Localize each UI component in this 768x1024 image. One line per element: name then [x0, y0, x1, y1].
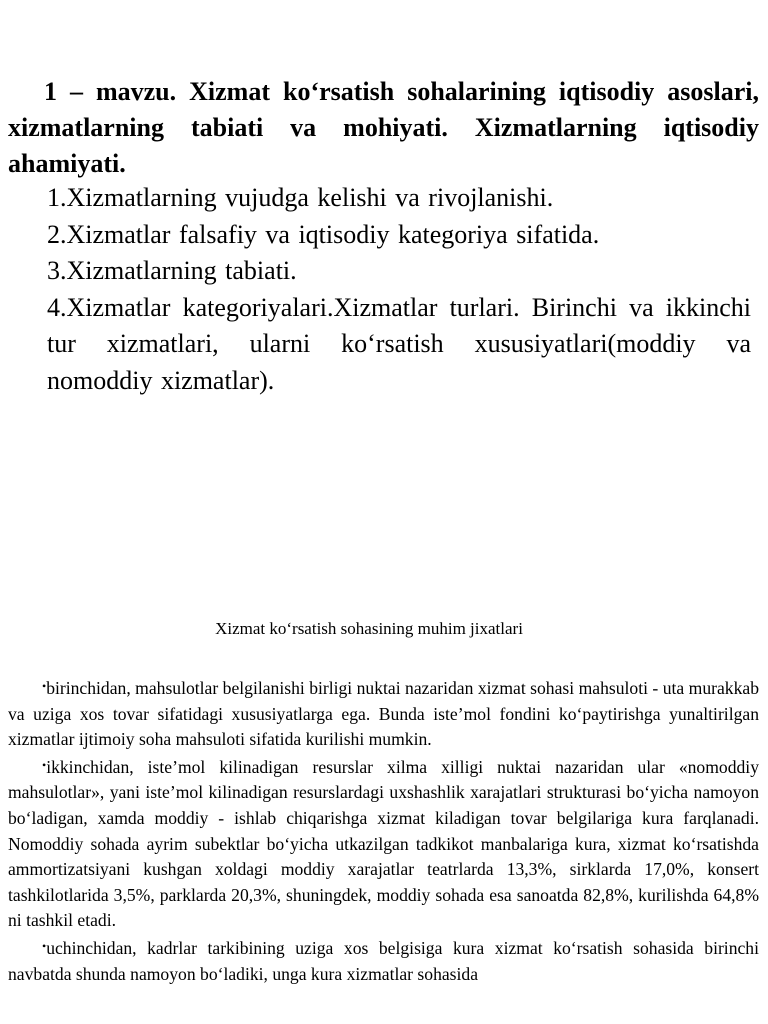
bullet-icon: • — [42, 679, 47, 693]
topic-item: 2.Xizmatlar falsafiy va iqtisodiy kategoriya sifatida. — [47, 219, 600, 249]
paragraph-text: ikkinchidan, iste’mol kilinadigan resurslar xilma xilligi nuktai nazaridan ular «nomoddiy mahsulotlar», yani iste’mol kilinadigan resurslardagi uxshashlik xarajatlari strukturasi bo‘yicha namoyon bo‘ladigan, xamda moddiy - ishlab chiqarishga xizmat kiladigan tovar belgilariga kura farqlanadi. Nomoddiy sohada ayrim subektlar bo‘yicha utkazilgan tadkikot manbalariga kura, xizmat ko‘rsatishda ammortizatsiyani kushgan xoldagi moddiy xarajatlar teatrlarda 13,3%, sirklarda 17,0%, konsert tashkilotlarida 3,5%, parklarda 20,3%, shuningdek, moddiy sohada esa sanoatda 82,8%, kurilishda 64,8% ni tashkil etadi. — [8, 756, 759, 931]
paragraph — [8, 674, 759, 753]
paragraph — [8, 753, 759, 934]
document-title: 1 – mavzu. Xizmat ko‘rsatish sohalarining iqtisodiy asoslari, xizmatlarning tabiati va mohiyati. Xizmatlarning iqtisodiy ahamiyati. — [8, 77, 759, 178]
bullet-icon: • — [42, 757, 47, 772]
topic-item: 1.Xizmatlarning vujudga kelishi va rivojlanishi. — [47, 183, 554, 212]
topic-item: 4.Xizmatlar kategoriyalari.Xizmatlar turlari. Birinchi va ikkinchi tur xizmatlari, ularni ko‘rsatish xususiyatlari(moddiy va nomoddiy xizmatlar). — [47, 292, 751, 395]
paragraph-text: birinchidan, mahsulotlar belgilanishi birligi nuktai nazaridan xizmat sohasi mahsuloti - uta murakkab va uziga xos tovar sifatidagi xususiyatlarga ega. Bunda iste’mol fondini ko‘paytirishga yunaltirilgan xizmatlar ijtimoiy soha mahsuloti sifatida kurilishi mumkin. — [8, 678, 759, 750]
section-caption: Xizmat ko‘rsatish sohasining muhim jixatlari — [215, 619, 523, 638]
topic-list — [47, 180, 751, 399]
paragraph — [8, 934, 759, 987]
body-text — [8, 674, 759, 987]
topic-item: 3.Xizmatlarning tabiati. — [47, 256, 297, 285]
paragraph-text: uchinchidan, kadrlar tarkibining uziga xos belgisiga kura xizmat ko‘rsatish sohasida birinchi navbatda shunda namoyon bo‘ladiki, unga kura xizmatlar sohasida — [8, 937, 759, 984]
bullet-icon: • — [42, 938, 47, 953]
